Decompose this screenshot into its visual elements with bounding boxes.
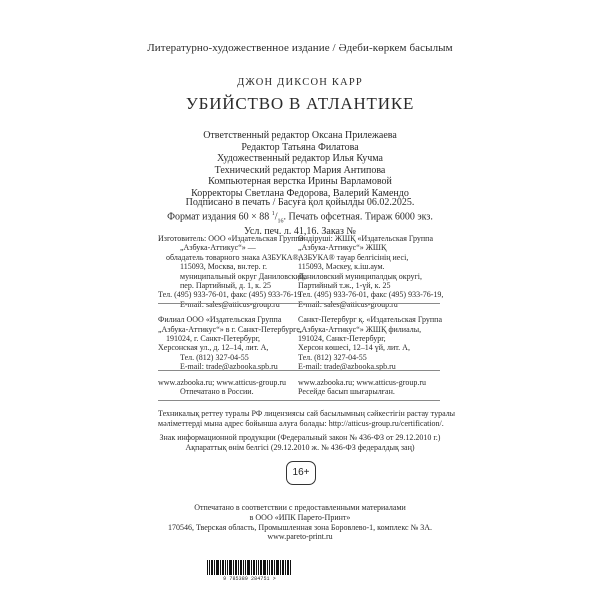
printer-line: Отпечатано в соответствии с предоставленными материалами <box>194 503 406 512</box>
info-product-mark <box>0 433 600 452</box>
printer-line: в ООО «ИПК Парето-Принт» <box>249 512 351 522</box>
publisher-kz-line: E-mail: trade@azbooka.spb.ru <box>298 362 396 372</box>
barcode-number: 9 785389 284751 > <box>223 576 276 582</box>
divider <box>158 400 440 401</box>
info-mark-line: Ақпараттық өнім белгісі (29.12.2010 ж. № 436-ФЗ федералдық заң) <box>185 442 415 452</box>
tech-regulation-line: Техникалық реттеу туралы РФ лицензиясы сай басылымның сәйкестігін растау туралы <box>158 409 456 418</box>
divider <box>158 370 440 371</box>
credit-line: Корректоры Светлана Федорова, Валерий Камендо <box>191 187 409 199</box>
publisher-ru <box>158 234 306 397</box>
credit-line: Технический редактор Мария Антипова <box>214 164 386 176</box>
publisher-ru-line: 115093, Москва, вн.тер. г. <box>180 262 267 272</box>
info-mark-line: Знак информационной продукции (Федеральный закон № 436-ФЗ от 29.12.2010 г.) <box>159 433 441 442</box>
publisher-kz-line: Тел. (495) 933-76-01, факс (495) 933-76-19, <box>298 290 444 300</box>
barcode-bars <box>207 560 291 575</box>
publisher-ru-line: www.azbooka.ru; www.atticus-group.ru <box>158 377 287 387</box>
publisher-ru-line: 191024, г. Санкт-Петербург, <box>166 334 261 344</box>
publisher-kz <box>298 234 443 397</box>
tech-regulation-line: мәліметтерді мына адрес бойынша алуға болады: http://atticus-group.ru/certification/. <box>158 418 444 428</box>
author-name: ДЖОН ДИКСОН КАРР <box>237 77 363 88</box>
publisher-kz-line: E-mail: sales@atticus-group.ru <box>298 299 398 309</box>
format-suffix: . Печать офсетная. Тираж 6000 экз. <box>283 211 433 223</box>
print-sheets: Усл. печ. л. 41,16. Заказ № <box>244 225 356 237</box>
publisher-kz-line: Партийный т.ж., 1-үй, к. 25 <box>298 281 391 291</box>
publisher-kz-line: АЗБУКА® тауар белгісінің иесі, <box>298 252 409 262</box>
age-rating-badge: 16+ <box>286 461 316 485</box>
publisher-ru-line: Филиал ООО «Издательская Группа <box>158 315 282 325</box>
publisher-ru-line: пер. Партийный, д. 1, к. 25 <box>180 281 272 291</box>
publisher-ru-line: E-mail: trade@azbooka.spb.ru <box>180 362 278 372</box>
publisher-ru-line: Херсонская ул., д. 12–14, лит. А, <box>158 343 269 353</box>
print-format: Формат издания 60 × 88 $^1/_{16}$. Печать офсетная. Тираж 6000 экз. <box>167 210 433 225</box>
publisher-kz-line: Ресейде басып шығарылған. <box>298 387 395 397</box>
publisher-ru-line: Тел. (495) 933-76-01, факс (495) 933-76-19 <box>158 290 302 300</box>
printer-line: www.pareto-print.ru <box>267 532 333 542</box>
publisher-ru-line: E-mail: sales@atticus-group.ru <box>180 299 280 309</box>
book-title: УБИЙСТВО В АТЛАНТИКЕ <box>185 94 415 113</box>
publisher-kz-line: 115093, Мәскеу, к.іш.аум. <box>298 262 385 272</box>
print-signed: Подписано в печать / Басуға қол қойылды 06.02.2025. <box>185 197 415 208</box>
publisher-kz-line: Өндіруші: ЖШҚ «Издательская Группа <box>298 234 433 243</box>
publisher-kz-line: 191024, Санкт-Петербург, <box>298 334 386 344</box>
print-info <box>0 198 600 238</box>
publisher-ru-line: Отпечатано в России. <box>180 387 254 397</box>
publisher-ru-line: муниципальный округ Даниловский, <box>180 271 307 281</box>
publisher-ru-line: Тел. (812) 327-04-55 <box>180 352 249 362</box>
publisher-kz-line: Херсон көшесі, 12–14 үй, лит. А, <box>298 343 410 353</box>
tech-regulation <box>158 409 455 428</box>
publisher-ru-line: „Азбука-Аттикус“» — <box>180 243 256 253</box>
publisher-kz-line: „Азбука-Аттикус“» ЖШҚ филиалы, <box>298 324 422 334</box>
publisher-kz-line: Санкт-Петербург қ. «Издательская Группа <box>298 315 442 325</box>
publisher-kz-line: Даниловский муниципалдық округі, <box>298 271 422 281</box>
credit-line: Художественный редактор Илья Кучма <box>216 153 383 165</box>
credit-line: Редактор Татьяна Филатова <box>241 141 359 153</box>
publisher-ru-line: обладатель товарного знака АЗБУКА®, <box>166 252 301 262</box>
printer-info <box>0 503 600 542</box>
credits-block <box>0 130 600 200</box>
credit-line: Ответственный редактор Оксана Прилежаева <box>203 130 397 141</box>
publisher-ru-line: Изготовитель: ООО «Издательская Группа <box>158 234 304 243</box>
format-frac-den: 16 <box>277 218 284 225</box>
format-prefix: Формат издания 60 × 88 <box>167 211 270 223</box>
publisher-kz-line: www.azbooka.ru; www.atticus-group.ru <box>298 377 427 387</box>
publisher-ru-line: „Азбука-Аттикус“» в г. Санкт-Петербурге, <box>158 324 302 334</box>
publisher-kz-line: Тел. (812) 327-04-55 <box>298 352 367 362</box>
edition-type: Литературно-художественное издание / Әдеби-көркем басылым <box>147 42 453 54</box>
printer-line: 170546, Тверская область, Промышленная зона Боровлево-1, комплекс № 3А. <box>168 522 432 532</box>
format-frac-num: 1 <box>271 210 275 217</box>
divider <box>158 303 440 304</box>
credit-line: Компьютерная верстка Ирины Варламовой <box>208 176 392 188</box>
barcode <box>207 560 292 575</box>
publisher-kz-line: „Азбука-Аттикус“» ЖШҚ <box>298 243 387 253</box>
